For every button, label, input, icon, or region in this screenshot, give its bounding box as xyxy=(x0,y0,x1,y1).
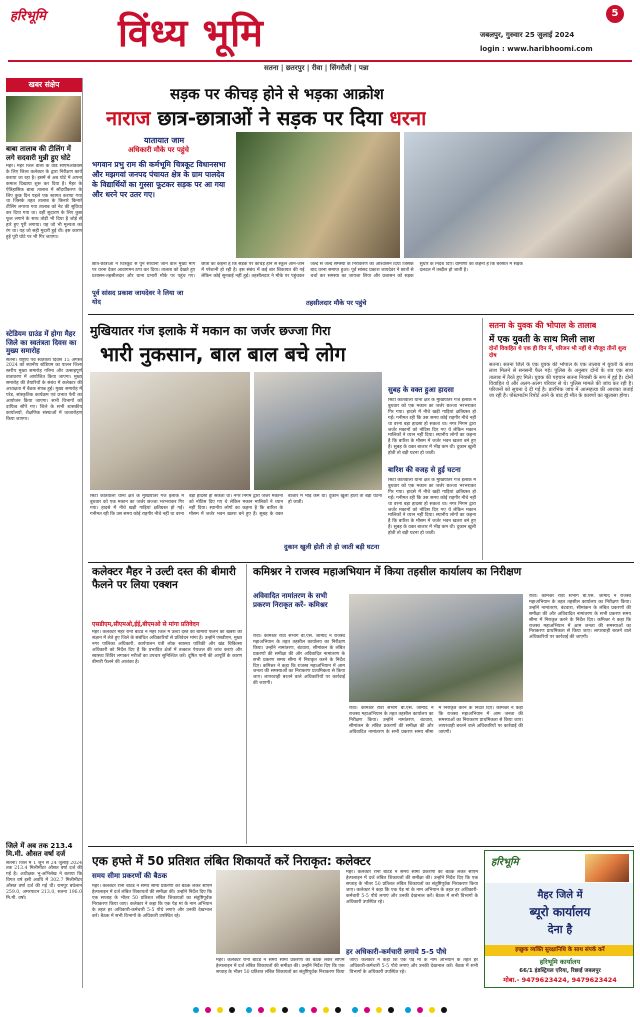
divider-3 xyxy=(88,846,634,847)
ad-text-bottom: देना है xyxy=(547,923,573,936)
ad-contact-brand: हरिभूमि कार्यालय xyxy=(539,958,581,966)
brief-item3-text: सतना। जिले में 1 जून से 24 जुलाई 2024 तक 213.4 मिलीमीटर औसत वर्षा दर्ज की गई है। अधीक्षक भू-अभिलेख ने बताया कि विगत वर्ष इसी अवधि में 302.7 मिलीमीटर औसत वर्षा दर्ज की गई थी। रामपुर बघेलान 259.0, अमरपाटन 213.0, सतना 196.0 मि.मी. वर्षा। xyxy=(6,860,82,901)
dateline: जबलपुर, गुरुवार 25 जुलाई 2024 xyxy=(480,31,575,39)
section-title: विंध्य भूमि xyxy=(118,10,264,55)
ad-illustration xyxy=(585,854,629,882)
story1-photo-road xyxy=(236,132,400,258)
ad-strip: इच्छुक व्यक्ति सुरक्षानिधि के साथ संपर्क करें xyxy=(485,945,634,956)
story1-kicker: सड़क पर कीचड़ होने से भड़का आक्रोश xyxy=(170,85,384,103)
ad-phone2: 9479623424 xyxy=(571,976,617,984)
story1-subhead1: पूर्व सांसद प्रकाश जायदेवर ने लिया जा योद xyxy=(92,288,188,306)
page-number-badge xyxy=(606,5,624,23)
brief-item2-headline: स्टेडियम ग्राउंड में होगा मैहर जिले का स्वतंत्रता दिवस का मुख्य समारोह xyxy=(6,330,77,355)
story1 xyxy=(88,80,634,310)
brief-item1-text: मैहर। मैहर जिले वालों के वार्ड सीएमओडवस के लिए जिला कलेक्टर के द्वारा निरीक्षण कार्य कराया जा रहा है। इसमें से अब घोटे में अपना कमाल दिखाया शुरू कर दिया है। मैहर के ऐतिहासिक बाबा तालाब में सौंदर्यीकरण के लिए कुछ दिन पहले एक स्वागत कराया गया था जिसके तहत तालाब के किनारे किनारे टीलिंग लगाया गया तालाब को नेट की सुविधा कर दिया गया था। वहीं सुदारण के लिए कुछ फूल लगाने के साथ तोड़ी भी दिया है जोड़े से हारे हुए पूरी लगाया। यह जो भी मूल्यता का रंग था। यह जो सही मुदारी हुई थी। इस कारण हुई पूरी घोटे पर भी गिर जाएगा। xyxy=(6,164,82,240)
story5-sub: अविवादित नामांतरण के सभी प्रकरण निराकृत करें- कमिश्नर xyxy=(253,592,328,609)
story6-headline: एक हफ्ते में 50 प्रतिशत लंबित शिकायतें करें निराकृत: कलेक्टर xyxy=(92,854,371,868)
story1-body: छात्र-छात्राओं ने चित्रकूट से पुन सीधानी जाने वाले मुख्य मार्ग पर धरना देकर आवागमन ठप्प कर दिया। तालाब को देखते हुए प्रशासन-तहसीलदार और थाना प्रभारी मौके पर पहुंच गए। छात्रों का कहना है कि सड़क पर कीचड़ होने से स्कूल आने-जाने में परेशानी हो रही है। इस संबंध में कई बार शिकायत की गई लेकिन कोई सुनवाई नहीं हुई। तहसीलदार ने मौके पर पहुंचकर जल्द से जल्द समस्या के निराकरण का आश्वासन दिया जिसके बाद धरना समाप्त हुआ। पूर्व सांसद प्रकाश जायदेवर ने छात्रों से चर्चा कर समस्या का जायजा लिया और प्रशासन को सड़क सुधार के निर्देश दिए। ग्रामीणों का कहना है कि बरसात में सड़क दलदल में तब्दील हो जाती है। xyxy=(92,262,523,279)
ad-phone-label: मोबा.- xyxy=(503,976,520,984)
story1-headline-text: छात्र-छात्राओं ने सड़क पर दिया xyxy=(157,106,383,130)
story2-kicker: मुखियातर गंज इलाके में मकान का जर्जर छज्जा गिरा xyxy=(90,323,331,338)
story2-subhead1: दुकान खुली होती तो हो जाती बड़ी घटना xyxy=(284,542,382,551)
ad-phone-row: मोबा.- 9479623424, 9479623424 xyxy=(503,976,617,984)
story4-body: मैहर। कलेक्टर मैहर रानी बाटड ने मैहर जिले में उल्टी दस्त की बीमारी फैलने की खबरों को संज्ञान में लेते हुए जिले के संबंधित अधिकारियों से प्रतिवेदन मांगा है। उन्होंने एसडीएम, मुख्य नगर पालिका अधिकारी, कार्यपालन यंत्री लोक स्वास्थ्य यांत्रिकी और खंड चिकित्सा अधिकारी को निर्देश दिए हैं कि प्रभावित क्षेत्रों में तत्काल पेयजल की जांच कराएं और स्वास्थ्य शिविर लगाकर मरीजों का उपचार सुनिश्चित करें। दूषित पानी की आपूर्ति के कारण बीमारी फैलने की आशंका है। xyxy=(92,630,242,665)
brand-logo: हरिभूमि xyxy=(10,9,46,24)
story6-sub: समय सीमा प्रकरणों की बैठक xyxy=(92,872,167,880)
brief-item3-headline: जिले में अब तक 213.4 मि.मी. औसत वर्षा दर्ज xyxy=(6,841,73,858)
story3 xyxy=(482,318,634,560)
ad-text-top: मैहर जिले में xyxy=(537,890,583,901)
story1-subhead2: तहसीलदार मौके पर पहुंचे xyxy=(306,298,410,307)
story1-side-label: यातायात जाम xyxy=(144,136,185,145)
story6-subhead2: हर अधिकारी-कर्मचारी लगाये 5-5 पौधे xyxy=(346,948,447,956)
story6-body-bottom: मैहर। कलेक्टर रानी बाटड ने समय सीमा प्रकरणों की बैठक लेकर सीएम हेल्पलाइन में दर्ज लंबित शिकायतों की समीक्षा की। उन्होंने निर्देश दिए कि एक सप्ताह के भीतर 50 प्रतिशत लंबित शिकायतों का संतुष्टिपूर्वक निराकरण किया जाए। कलेक्टर ने कहा कि एक पेड़ मां के नाम अभियान के तहत हर अधिकारी-कर्मचारी 5-5 पौधे लगाएं और उनकी देखभाल करें। बैठक में सभी विभागों के अधिकारी उपस्थित रहे। xyxy=(216,958,478,975)
ad-main-panel xyxy=(485,883,634,945)
story5-photo-office xyxy=(349,594,523,702)
page-number: 5 xyxy=(611,8,619,19)
story2-photo-collapse xyxy=(90,372,250,490)
story2-subhead3: बारिश की वजह से हुई घटना xyxy=(388,466,461,474)
story5 xyxy=(246,564,634,844)
site-login: login : www.haribhoomi.com xyxy=(480,45,593,53)
ad-brand: हरिभूमि xyxy=(491,857,519,868)
brief-photo xyxy=(6,96,81,142)
story5-body-left: रीवा। कमिश्नर रीवा संभाग बी.एस. जामोद ने राजस्व महाअभियान के तहत तहसील कार्यालय का निरीक्षण किया। उन्होंने नामांतरण, बंटवारा, सीमांकन के लंबित प्रकरणों की समीक्षा की और अविवादित नामांतरण के सभी प्रकरण समय सीमा में निराकृत करने के निर्देश दिए। कमिश्नर ने कहा कि राजस्व महाअभियान में आम जनता की समस्याओं का निराकरण प्राथमिकता से किया जाए। लापरवाही बरतने वाले अधिकारियों पर कार्रवाई की जाएगी। xyxy=(253,634,345,687)
story1-intro: भगवान प्रभु राम की कर्मभूमि चित्रकूट विधानसभा और मझगवां जनपद पंचायत क्षेत्र के ग्राम पालदेव के विद्यार्थियों का गुस्सा फूटकर सड़क पर आ गया और धरने पर उतर गए। xyxy=(92,160,226,199)
story2-body-right: सिटी कोतवाली थाना क्षेत्र के मुखियातर गंज इलाके में बुधवार को एक मकान का जर्जर छज्जा भरभराकर गिर गया। हादसे में नीचे खड़ी गाड़ियां क्षतिग्रस्त हो गईं। गनीमत रही कि उस समय कोई राहगीर नीचे नहीं था वरना बड़ा हादसा हो सकता था। नगर निगम द्वारा जर्जर मकानों को नोटिस दिए गए थे लेकिन मकान मालिकों ने ध्यान नहीं दिया। स्थानीय लोगों का कहना है कि बारिश के मौसम में जर्जर भवन खतरा बने हुए हैं। सुबह के वक्त बाजार में भीड़ कम थी। दुकान खुली होती तो बड़ी घटना हो जाती। xyxy=(388,398,476,457)
ad-box xyxy=(484,850,634,988)
story3-kicker: सतना के युवक की भोपाल के तालाब xyxy=(489,321,597,330)
story2-headline: भारी नुकसान, बाल बाल बचे लोग xyxy=(100,342,346,366)
story5-headline: कमिश्नर ने राजस्व महाअभियान में किया तहसील कार्यालय का निरीक्षण xyxy=(253,566,522,578)
brief-item2-text: सतना। राष्ट्रीय पर्व स्वतंत्रता दिवस 15 अगस्त 2024 को स्थानीय स्टेडियम का पालन जिला स्तरीय मुख्य समारोह गरिमा और उत्साहपूर्ण वातावरण में आयोजित किया जाएगा। मुख्य समारोह की तैयारियों के संबंध में कलेक्टर की अध्यक्षता में बैठक संपन्न हुई। मुख्य समारोह में परेड, सांस्कृतिक कार्यक्रम एवं प्रभात फेरी का आयोजन किया जाएगा। सभी विभागों को दायित्व सौंपे गए। जिले के सभी शासकीय कार्यालयों, शैक्षणिक संस्थाओं में ध्वजारोहण किया जाएगा। xyxy=(6,357,82,422)
ad-phone1: 9479623424 xyxy=(521,976,567,984)
story5-body-mid: रीवा। कमिश्नर रीवा संभाग बी.एस. जामोद ने राजस्व महाअभियान के तहत तहसील कार्यालय का निरीक्षण किया। उन्होंने नामांतरण, बंटवारा, सीमांकन के लंबित प्रकरणों की समीक्षा की और अविवादित नामांतरण के सभी प्रकरण समय सीमा में निराकृत करने के निर्देश दिए। कमिश्नर ने कहा कि राजस्व महाअभियान में आम जनता की समस्याओं का निराकरण प्राथमिकता से किया जाए। लापरवाही बरतने वाले अधिकारियों पर कार्रवाई की जाएगी। xyxy=(349,706,523,735)
story6-body-left: मैहर। कलेक्टर रानी बाटड ने समय सीमा प्रकरणों की बैठक लेकर सीएम हेल्पलाइन में दर्ज लंबित शिकायतों की समीक्षा की। उन्होंने निर्देश दिए कि एक सप्ताह के भीतर 50 प्रतिशत लंबित शिकायतों का संतुष्टिपूर्वक निराकरण किया जाए। कलेक्टर ने कहा कि एक पेड़ मां के नाम अभियान के तहत हर अधिकारी-कर्मचारी 5-5 पौधे लगाएं और उनकी देखभाल करें। बैठक में सभी विभागों के अधिकारी उपस्थित रहे। xyxy=(92,884,212,919)
story4 xyxy=(88,564,240,844)
registration-dots xyxy=(0,998,640,1008)
story1-photo-students xyxy=(404,132,632,258)
brief-item1-headline: बाबा तालाब की टीलिंग में लगे सदवारी मुन्नी हुए घोटे xyxy=(6,145,71,162)
story2-photo-street xyxy=(254,372,382,490)
story3-headline: में एक युवती के साथ मिली लाश xyxy=(489,335,595,345)
story2-body-right2: सिटी कोतवाली थाना क्षेत्र के मुखियातर गंज इलाके में बुधवार को एक मकान का जर्जर छज्जा भरभराकर गिर गया। हादसे में नीचे खड़ी गाड़ियां क्षतिग्रस्त हो गईं। गनीमत रही कि उस समय कोई राहगीर नीचे नहीं था वरना बड़ा हादसा हो सकता था। नगर निगम द्वारा जर्जर मकानों को नोटिस दिए गए थे लेकिन मकान मालिकों ने ध्यान नहीं दिया। स्थानीय लोगों का कहना है कि बारिश के मौसम में जर्जर भवन खतरा बने हुए हैं। सुबह के वक्त बाजार में भीड़ कम थी। दुकान खुली होती तो बड़ी घटना हो जाती। xyxy=(388,478,476,537)
story4-sub: एसडीएम,सीएमओ,ईई,बीएमओ से मांगा प्रतिवेदन xyxy=(92,621,200,628)
story6-body-right: मैहर। कलेक्टर रानी बाटड ने समय सीमा प्रकरणों की बैठक लेकर सीएम हेल्पलाइन में दर्ज लंबित शिकायतों की समीक्षा की। उन्होंने निर्देश दिए कि एक सप्ताह के भीतर 50 प्रतिशत लंबित शिकायतों का संतुष्टिपूर्वक निराकरण किया जाए। कलेक्टर ने कहा कि एक पेड़ मां के नाम अभियान के तहत हर अधिकारी-कर्मचारी 5-5 पौधे लगाएं और उनकी देखभाल करें। बैठक में सभी विभागों के अधिकारी उपस्थित रहे। xyxy=(346,870,478,905)
districts-bar: सतना | छतरपुर | रीवा | सिंगरौली | पन्ना xyxy=(264,64,369,72)
story5-body-right: रीवा। कमिश्नर रीवा संभाग बी.एस. जामोद ने राजस्व महाअभियान के तहत तहसील कार्यालय का निरीक्षण किया। उन्होंने नामांतरण, बंटवारा, सीमांकन के लंबित प्रकरणों की समीक्षा की और अविवादित नामांतरण के सभी प्रकरण समय सीमा में निराकृत करने के निर्देश दिए। कमिश्नर ने कहा कि राजस्व महाअभियान में आम जनता की समस्याओं का निराकरण प्राथमिकता से किया जाए। लापरवाही बरतने वाले अधिकारियों पर कार्रवाई की जाएगी। xyxy=(529,594,631,641)
divider-2 xyxy=(88,562,634,563)
brief-column xyxy=(6,78,83,988)
story1-headline xyxy=(106,104,426,131)
story3-body: सतना। सतना जिले के एक युवक की भोपाल के एक तालाब में युवती के साथ लाश मिलने से सनसनी फैल गई। पुलिस के अनुसार दोनों के शव एक साथ तालाब में तैरते हुए मिले। युवक की पहचान सतना निवासी के रूप में हुई है। दोनों विवाहित थे और अलग-अलग परिवार से थे। पुलिस मामले की जांच कर रही है। परिजनों को सूचना दे दी गई है। प्रारंभिक जांच में आत्महत्या की आशंका जताई जा रही है। पोस्टमार्टम रिपोर्ट आने के बाद ही मौत के कारणों का खुलासा होगा। xyxy=(489,362,633,400)
story1-headline-red: नाराज xyxy=(106,106,151,130)
story6 xyxy=(88,848,480,988)
ad-address: 66/1 इंडस्ट्रियल एरिया, रिछाई जबलपुर xyxy=(519,968,601,974)
story2-subhead2: सुबह के वक्त हुआ हादसा xyxy=(388,386,454,394)
story4-headline: कलेक्टर मैहर ने उल्टी दस्त की बीमारी फैलने पर लिया एक्शन xyxy=(92,566,236,591)
masthead xyxy=(0,0,640,78)
divider-1 xyxy=(88,314,634,315)
story2 xyxy=(88,316,478,560)
masthead-rule xyxy=(8,60,632,62)
story3-sub: दोनों विवाहित थे एक ही दिन में, परिजन भी नहीं थे मौजूद तीनों शुत्व दोष xyxy=(489,346,627,359)
story6-photo-meeting xyxy=(216,870,340,954)
ad-text-middle: ब्यूरो कार्यालय xyxy=(529,905,591,919)
story1-side-sub: अधिकारी मौके पर पहुंचे xyxy=(128,146,189,154)
story1-headline-red2: धरना xyxy=(389,106,427,130)
brief-header: खबर संक्षेप xyxy=(6,78,82,92)
story2-body: सिटी कोतवाली थाना क्षेत्र के मुखियातर गंज इलाके में बुधवार को एक मकान का जर्जर छज्जा भरभराकर गिर गया। हादसे में नीचे खड़ी गाड़ियां क्षतिग्रस्त हो गईं। गनीमत रही कि उस समय कोई राहगीर नीचे नहीं था वरना बड़ा हादसा हो सकता था। नगर निगम द्वारा जर्जर मकानों को नोटिस दिए गए थे लेकिन मकान मालिकों ने ध्यान नहीं दिया। स्थानीय लोगों का कहना है कि बारिश के मौसम में जर्जर भवन खतरा बने हुए हैं। सुबह के वक्त बाजार में भीड़ कम थी। दुकान खुली होती तो बड़ी घटना हो जाती। xyxy=(90,494,382,517)
